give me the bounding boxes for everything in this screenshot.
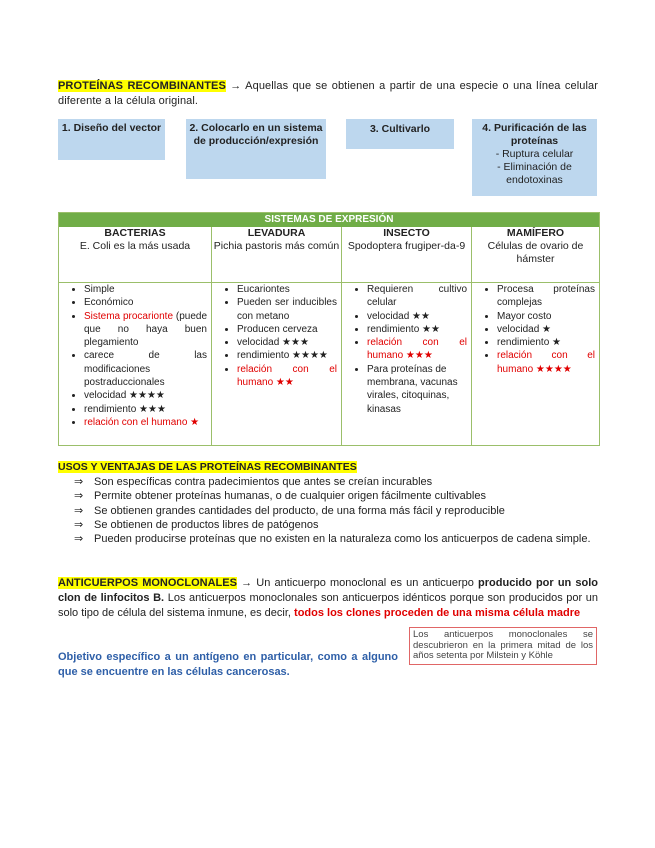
column-body-mamifero	[472, 283, 599, 445]
list-item: • velocidad ★★	[367, 310, 467, 323]
list-item: • carece de las modificaciones postraduccionales	[84, 349, 207, 389]
list-item: • velocidad ★★★★	[84, 389, 207, 402]
list-item: • Mayor costo	[497, 310, 595, 323]
list-item: • relación con el humano ★★★	[367, 336, 467, 363]
column-sub: Spodoptera frugiper-da-9	[347, 240, 466, 252]
list-item: • Producen cerveza	[237, 323, 337, 336]
step-box-3	[346, 119, 454, 149]
column-header-levadura	[212, 227, 342, 283]
column-body-levadura	[212, 283, 342, 445]
monoclonal-title: ANTICUERPOS MONOCLONALES	[58, 577, 237, 589]
list-item: • relación con el humano ★★★★	[497, 349, 595, 376]
arrow-icon: ⇒	[74, 533, 84, 546]
list-item: ⇒ Se obtienen grandes cantidades del producto, de una forma más fácil y reproducible	[74, 504, 505, 517]
column-name: LEVADURA	[247, 227, 306, 239]
step-sub: - Ruptura celular	[495, 148, 574, 160]
list-item: • velocidad ★	[497, 323, 595, 336]
list-item: • rendimiento ★	[497, 336, 595, 349]
list-item: • Económico	[84, 296, 207, 309]
arrow-icon: →	[230, 80, 242, 92]
list-item: • rendimiento ★★	[367, 323, 467, 336]
arrow-icon: ⇒	[74, 490, 84, 503]
step-box-4	[472, 119, 597, 196]
list-item: • rendimiento ★★★★	[237, 349, 337, 362]
step-box-1	[58, 119, 165, 160]
column-header-mamifero	[472, 227, 599, 283]
list-item: • Procesa proteínas complejas	[497, 283, 595, 310]
intro-paragraph	[58, 79, 598, 109]
step-title: 3. Cultivarlo	[369, 123, 431, 135]
list-item: ⇒ Permite obtener proteínas humanas, o de cualquier origen fácilmente cultivables	[74, 490, 486, 503]
step-sub: - Eliminación de endotoxinas	[497, 161, 572, 186]
column-header-insecto	[342, 227, 472, 283]
column-body-insecto	[342, 283, 472, 445]
column-header-bacterias	[59, 227, 212, 283]
column-sub: E. Coli es la más usada	[79, 240, 191, 252]
column-sub: Pichia pastoris más común	[213, 240, 340, 252]
step-title: 1. Diseño del vector	[61, 122, 162, 134]
column-name: BACTERIAS	[104, 227, 166, 239]
intro-title: PROTEÍNAS RECOMBINANTES	[58, 80, 226, 92]
expression-systems-table	[58, 212, 600, 446]
table-title: SISTEMAS DE EXPRESIÓN	[59, 213, 599, 227]
arrow-icon: ⇒	[74, 476, 84, 488]
list-item: ⇒ Pueden producirse proteínas que no existen en la naturaleza como los anticuerpos de cadena simple.	[74, 533, 591, 546]
column-name: INSECTO	[383, 227, 430, 239]
list-item: • velocidad ★★★	[237, 336, 337, 349]
uses-list	[74, 475, 598, 546]
list-item: • Requieren cultivo celular	[367, 283, 467, 310]
monoclonal-paragraph: ANTICUERPOS MONOCLONALES → Un anticuerpo monoclonal es un anticuerpo producido por un solo clon de linfocitos B. Los anticuerpos monoclonales son anticuerpos idénticos porque son producidos por un solo tipo de célula del sistema inmune, es decir, todos los clones proceden de una misma célula madre	[58, 577, 599, 619]
list-item: ⇒ Son específicas contra padecimientos que antes se creían incurables	[74, 476, 433, 488]
column-sub: Células de ovario de hámster	[487, 240, 584, 265]
list-item: • relación con el humano ★	[84, 416, 207, 429]
list-item: • Para proteínas de membrana, vacunas virales, citoquinas, kinasas	[367, 363, 467, 416]
step-box-2	[186, 119, 326, 179]
arrow-icon: →	[241, 577, 253, 589]
list-item: • Simple	[84, 283, 207, 296]
objective-text: Objetivo específico a un antígeno en particular, como a alguno que se encuentre en las células cancerosas.	[58, 651, 398, 678]
intro-text: Aquellas que se obtienen a partir de una especie o una línea celular diferente a la célula original.	[58, 80, 598, 107]
uses-title: USOS Y VENTAJAS DE LAS PROTEÍNAS RECOMBINANTES	[58, 461, 357, 473]
arrow-icon: ⇒	[74, 504, 84, 517]
list-item: • rendimiento ★★★	[84, 403, 207, 416]
column-body-bacterias	[59, 283, 212, 445]
arrow-icon: ⇒	[74, 518, 84, 531]
list-item: ⇒ Se obtienen de productos libres de patógenos	[74, 518, 319, 531]
step-title: 2. Colocarlo en un sistema de producción/expresión	[189, 122, 323, 147]
column-name: MAMÍFERO	[506, 227, 565, 239]
list-item: • Eucariontes	[237, 283, 337, 296]
list-item: • relación con el humano ★★	[237, 363, 337, 390]
step-title: 4. Purificación de las proteínas	[482, 122, 587, 147]
list-item: • Sistema procarionte (puede que no haya buen plegamiento	[84, 310, 207, 350]
history-note-box: Los anticuerpos monoclonales se descubrieron en la primera mitad de los años setenta por Milstein y Köhle	[409, 627, 597, 665]
list-item: • Pueden ser inducibles con metano	[237, 296, 337, 323]
